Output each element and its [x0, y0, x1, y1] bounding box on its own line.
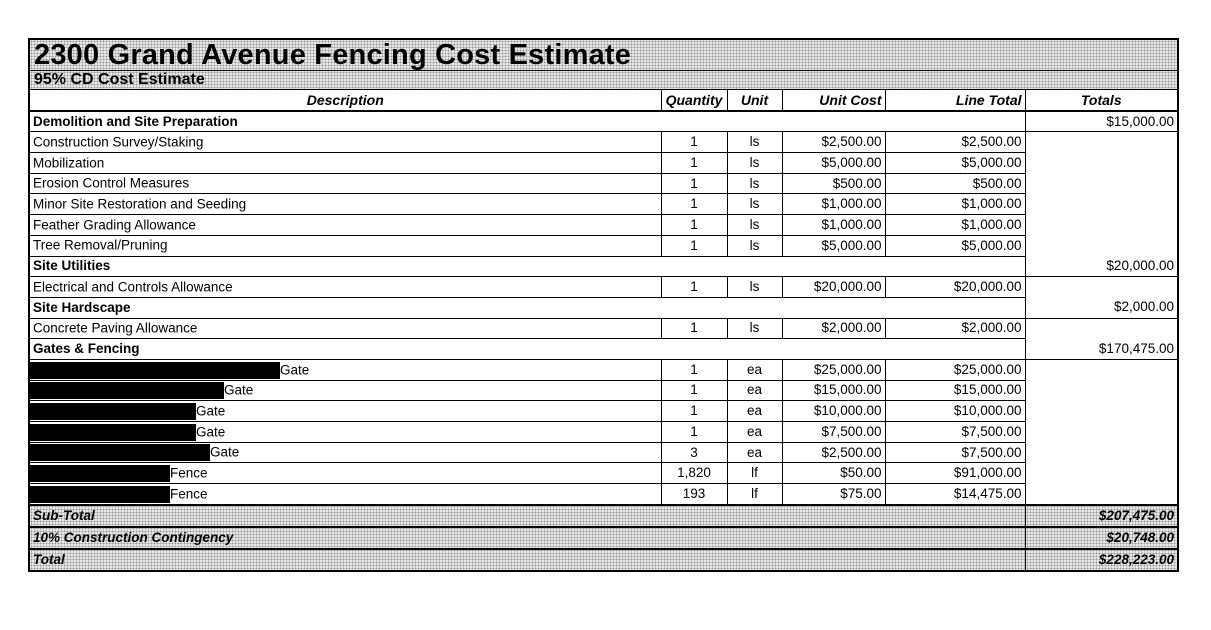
- document-title: 2300 Grand Avenue Fencing Cost Estimate: [34, 39, 632, 71]
- item-unit: ls: [727, 318, 782, 339]
- item-description: [30, 380, 661, 401]
- item-description-label: Gate: [196, 403, 226, 419]
- item-line-total: $91,000.00: [885, 463, 1025, 484]
- section-name: Demolition and Site Preparation: [30, 111, 1025, 132]
- item-description-label: Gate: [210, 444, 240, 460]
- summary-label: Total: [30, 549, 1025, 570]
- redaction-block: [30, 382, 224, 399]
- item-unit: ea: [727, 422, 782, 443]
- table-row: [30, 215, 1177, 236]
- item-description-label: Electrical and Controls Allowance: [33, 279, 233, 295]
- item-description: [30, 318, 661, 339]
- col-header-unit-cost: Unit Cost: [782, 90, 885, 111]
- item-unit: lf: [727, 484, 782, 505]
- item-description: [30, 277, 661, 298]
- item-description-label: Mobilization: [33, 155, 105, 171]
- summary-row: [30, 527, 1177, 549]
- item-totals-cell: [1025, 318, 1177, 339]
- item-unit-cost: $1,000.00: [782, 215, 885, 236]
- item-description-label: Fence: [170, 465, 208, 481]
- item-quantity: 1: [661, 380, 727, 401]
- section-total: $15,000.00: [1025, 111, 1177, 132]
- summary-value: $20,748.00: [1025, 527, 1177, 549]
- item-description-label: Fence: [170, 486, 208, 502]
- item-unit-cost: $25,000.00: [782, 359, 885, 380]
- item-line-total: $1,000.00: [885, 194, 1025, 215]
- item-line-total: $20,000.00: [885, 277, 1025, 298]
- subtitle-row: [30, 71, 1177, 90]
- item-line-total: $10,000.00: [885, 401, 1025, 422]
- item-description-label: Erosion Control Measures: [33, 175, 190, 191]
- item-quantity: 1: [661, 132, 727, 153]
- item-line-total: $5,000.00: [885, 153, 1025, 174]
- item-line-total: $25,000.00: [885, 359, 1025, 380]
- item-totals-cell: [1025, 235, 1177, 256]
- item-quantity: 1: [661, 277, 727, 298]
- summary-value: $207,475.00: [1025, 505, 1177, 527]
- summary-row: [30, 549, 1177, 570]
- col-header-description: Description: [30, 90, 661, 111]
- table-row: [30, 380, 1177, 401]
- col-header-totals: Totals: [1025, 90, 1177, 111]
- item-description: [30, 422, 661, 443]
- item-quantity: 1: [661, 401, 727, 422]
- item-line-total: $7,500.00: [885, 422, 1025, 443]
- table-row: [30, 318, 1177, 339]
- item-description: [30, 484, 661, 505]
- summary-label: 10% Construction Contingency: [30, 527, 1025, 549]
- section-total: $2,000.00: [1025, 297, 1177, 318]
- table-row: [30, 173, 1177, 194]
- item-line-total: $2,000.00: [885, 318, 1025, 339]
- item-description-label: Gate: [224, 382, 254, 398]
- item-description: [30, 401, 661, 422]
- item-unit-cost: $50.00: [782, 463, 885, 484]
- table-row: [30, 422, 1177, 443]
- item-unit: ls: [727, 153, 782, 174]
- table-row: [30, 194, 1177, 215]
- header-row: [30, 90, 1177, 111]
- item-quantity: 1: [661, 194, 727, 215]
- item-unit-cost: $2,000.00: [782, 318, 885, 339]
- redaction-block: [30, 424, 196, 441]
- item-unit: ea: [727, 380, 782, 401]
- item-description: [30, 132, 661, 153]
- summary-row: [30, 505, 1177, 527]
- item-quantity: 1: [661, 215, 727, 236]
- table-row: [30, 132, 1177, 153]
- section-name: Site Hardscape: [30, 297, 1025, 318]
- item-totals-cell: [1025, 442, 1177, 463]
- item-quantity: 1: [661, 235, 727, 256]
- section-row: [30, 256, 1177, 277]
- item-unit: ea: [727, 442, 782, 463]
- item-unit-cost: $15,000.00: [782, 380, 885, 401]
- item-unit: ea: [727, 359, 782, 380]
- item-totals-cell: [1025, 380, 1177, 401]
- item-totals-cell: [1025, 484, 1177, 505]
- item-quantity: 1: [661, 359, 727, 380]
- table-row: [30, 484, 1177, 505]
- item-totals-cell: [1025, 401, 1177, 422]
- item-quantity: 1: [661, 153, 727, 174]
- item-unit-cost: $500.00: [782, 173, 885, 194]
- item-description: [30, 442, 661, 463]
- item-unit-cost: $2,500.00: [782, 442, 885, 463]
- item-description-label: Concrete Paving Allowance: [33, 320, 198, 336]
- document-subtitle: 95% CD Cost Estimate: [34, 71, 205, 88]
- item-description-label: Construction Survey/Staking: [33, 134, 204, 150]
- item-description: [30, 173, 661, 194]
- title-row: [30, 40, 1177, 71]
- section-total: $20,000.00: [1025, 256, 1177, 277]
- item-line-total: $14,475.00: [885, 484, 1025, 505]
- item-unit: ls: [727, 215, 782, 236]
- item-totals-cell: [1025, 277, 1177, 298]
- item-description-label: Feather Grading Allowance: [33, 217, 196, 233]
- item-quantity: 1: [661, 318, 727, 339]
- item-unit-cost: $75.00: [782, 484, 885, 505]
- item-line-total: $1,000.00: [885, 215, 1025, 236]
- item-totals-cell: [1025, 132, 1177, 153]
- item-description: [30, 235, 661, 256]
- item-totals-cell: [1025, 422, 1177, 443]
- item-unit-cost: $5,000.00: [782, 235, 885, 256]
- section-row: [30, 339, 1177, 360]
- table-row: [30, 277, 1177, 298]
- redaction-block: [30, 403, 196, 420]
- item-unit-cost: $7,500.00: [782, 422, 885, 443]
- item-unit: ls: [727, 277, 782, 298]
- item-quantity: 1,820: [661, 463, 727, 484]
- section-name: Gates & Fencing: [30, 339, 1025, 360]
- table-row: [30, 235, 1177, 256]
- item-unit: lf: [727, 463, 782, 484]
- item-unit: ls: [727, 132, 782, 153]
- item-unit: ea: [727, 401, 782, 422]
- item-description-label: Tree Removal/Pruning: [33, 237, 168, 253]
- item-line-total: $5,000.00: [885, 235, 1025, 256]
- item-unit: ls: [727, 173, 782, 194]
- item-totals-cell: [1025, 153, 1177, 174]
- estimate-table: [30, 90, 1177, 570]
- item-unit: ls: [727, 194, 782, 215]
- redaction-block: [30, 362, 280, 379]
- col-header-line-total: Line Total: [885, 90, 1025, 111]
- item-totals-cell: [1025, 359, 1177, 380]
- table-row: [30, 359, 1177, 380]
- item-quantity: 193: [661, 484, 727, 505]
- item-description: [30, 215, 661, 236]
- summary-label: Sub-Total: [30, 505, 1025, 527]
- item-description: [30, 359, 661, 380]
- redaction-block: [30, 465, 170, 482]
- redaction-block: [30, 486, 170, 503]
- item-description-label: Minor Site Restoration and Seeding: [33, 196, 247, 212]
- item-line-total: $500.00: [885, 173, 1025, 194]
- item-description-label: Gate: [280, 362, 310, 377]
- table-row: [30, 442, 1177, 463]
- item-line-total: $7,500.00: [885, 442, 1025, 463]
- item-quantity: 1: [661, 173, 727, 194]
- item-description: [30, 463, 661, 484]
- item-line-total: $15,000.00: [885, 380, 1025, 401]
- item-unit-cost: $5,000.00: [782, 153, 885, 174]
- section-name: Site Utilities: [30, 256, 1025, 277]
- col-header-unit: Unit: [727, 90, 782, 111]
- item-unit-cost: $20,000.00: [782, 277, 885, 298]
- redaction-block: [30, 444, 210, 461]
- item-totals-cell: [1025, 463, 1177, 484]
- item-description: [30, 153, 661, 174]
- section-total: $170,475.00: [1025, 339, 1177, 360]
- item-line-total: $2,500.00: [885, 132, 1025, 153]
- summary-value: $228,223.00: [1025, 549, 1177, 570]
- item-unit-cost: $1,000.00: [782, 194, 885, 215]
- item-unit-cost: $2,500.00: [782, 132, 885, 153]
- item-totals-cell: [1025, 215, 1177, 236]
- item-totals-cell: [1025, 194, 1177, 215]
- item-quantity: 1: [661, 422, 727, 443]
- item-unit: ls: [727, 235, 782, 256]
- item-unit-cost: $10,000.00: [782, 401, 885, 422]
- item-description-label: Gate: [196, 424, 226, 440]
- section-row: [30, 297, 1177, 318]
- item-quantity: 3: [661, 442, 727, 463]
- item-description: [30, 194, 661, 215]
- table-row: [30, 463, 1177, 484]
- cost-estimate-sheet: [28, 38, 1179, 572]
- item-totals-cell: [1025, 173, 1177, 194]
- table-row: [30, 401, 1177, 422]
- col-header-quantity: Quantity: [661, 90, 727, 111]
- section-row: [30, 111, 1177, 132]
- table-row: [30, 153, 1177, 174]
